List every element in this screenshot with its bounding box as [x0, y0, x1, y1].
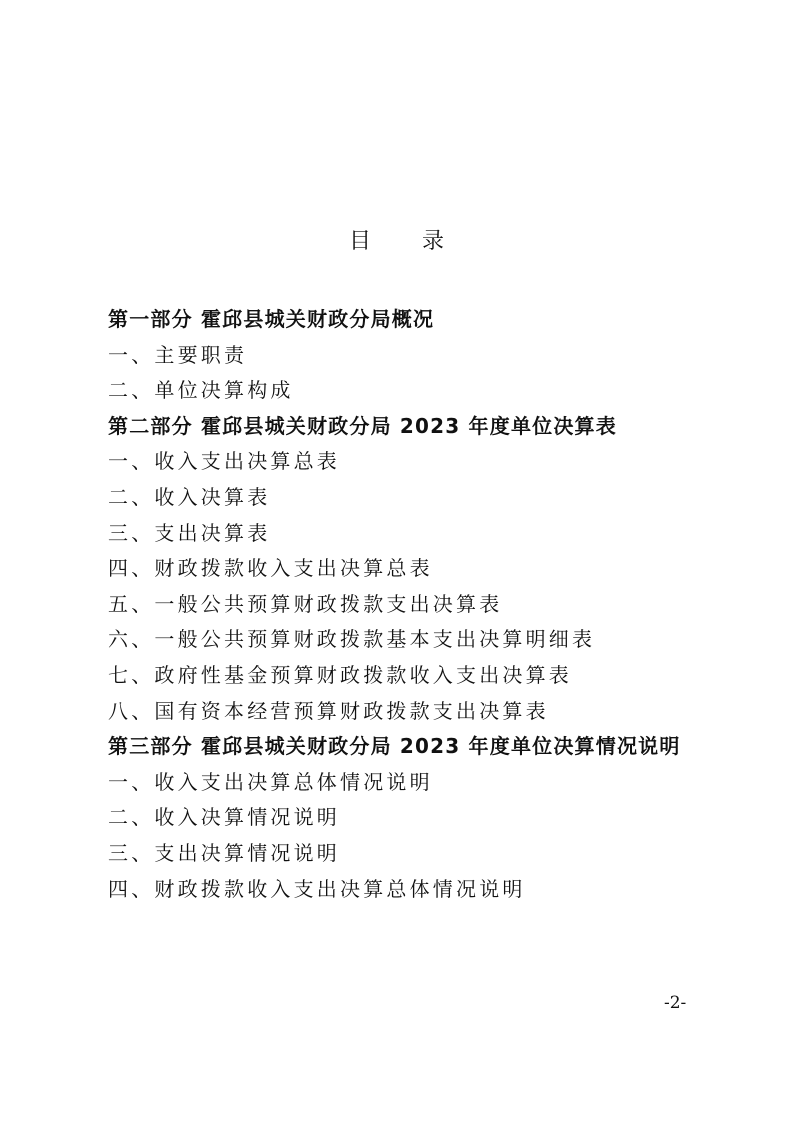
toc-part-3: 第三部分 霍邱县城关财政分局 2023 年度单位决算情况说明 — [108, 734, 681, 759]
toc-item: 二、收入决算表 — [108, 484, 271, 509]
toc-item: 一、主要职责 — [108, 342, 248, 367]
toc-item: 四、财政拨款收入支出决算总表 — [108, 556, 433, 581]
toc-item: 二、单位决算构成 — [108, 378, 294, 403]
toc-title: 目 录 — [349, 229, 466, 254]
toc-item: 一、收入支出决算总表 — [108, 449, 340, 474]
toc-item: 四、财政拨款收入支出决算总体情况说明 — [108, 876, 526, 901]
toc-part-2: 第二部分 霍邱县城关财政分局 2023 年度单位决算表 — [108, 413, 617, 438]
toc-item: 六、一般公共预算财政拨款基本支出决算明细表 — [108, 627, 596, 652]
toc-item: 一、收入支出决算总体情况说明 — [108, 769, 433, 794]
page-number: -2- — [664, 993, 687, 1013]
toc-item: 三、支出决算情况说明 — [108, 840, 340, 865]
toc-item: 七、政府性基金预算财政拨款收入支出决算表 — [108, 662, 572, 687]
toc-part-1: 第一部分 霍邱县城关财政分局概况 — [108, 307, 435, 331]
toc-item: 三、支出决算表 — [108, 520, 271, 545]
toc-item: 五、一般公共预算财政拨款支出决算表 — [108, 591, 503, 616]
toc-list — [108, 302, 708, 907]
toc-item: 二、收入决算情况说明 — [108, 805, 340, 830]
toc-item: 八、国有资本经营预算财政拨款支出决算表 — [108, 698, 549, 723]
